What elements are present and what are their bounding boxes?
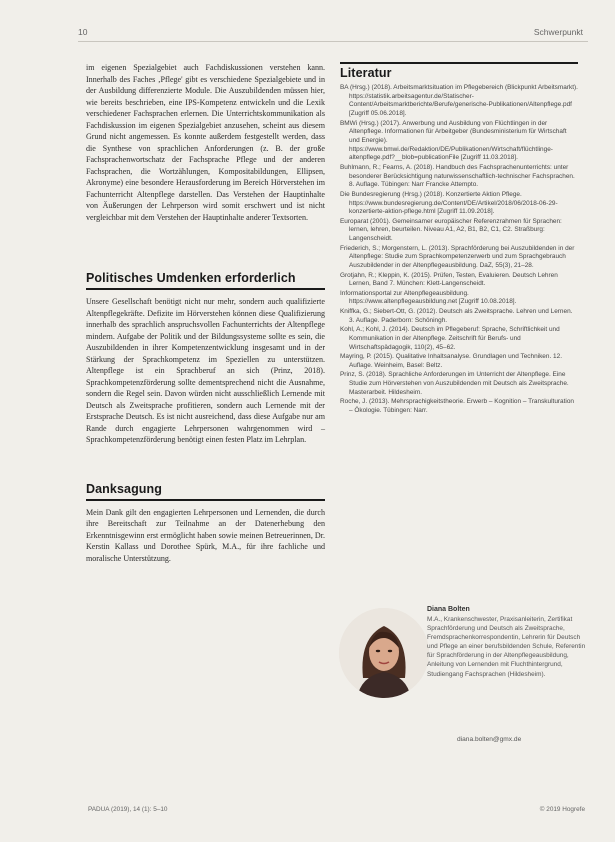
- section-heading-politics: Politisches Umdenken erforderlich: [86, 271, 296, 285]
- politics-paragraph: Unsere Gesellschaft benötigt nicht nur mehr, sondern auch qualifizierte Altenpflegekräfte. Defizite im Hörverstehen können diese Qualifizierung innerhalb des sprachlich anspruchsvollen Fachunterrichts der Altenpflege mindern. Aufgabe der Politik und der Bildungssysteme sollte es sein, die Auszubildenden in ihrer Kompetenzentwicklung insgesamt und in der Stärkung der Sprachkompetenz im Speziellen zu unterstützen. Altenpflege ist ein Sprachberuf an sich (Prinz, 2018). Sprachkompetenzförderung sollte dementsprechend nicht die Ausnahme, sondern die Regel sein. Davon würden nicht ausschließlich Lernende mit Deutsch als Zweitsprache profitieren, sondern auch Lernende mit der Erstsprache Deutsch. Es ist nicht ausreichend, dass diese Aufgabe nur am Rande durch engagierte Lehrpersonen wahrgenommen wird – Sprachkompetenzförderung benötigt einen festen Platz im Lehrplan.: [86, 297, 325, 444]
- reference-item: Mayring, P. (2015). Qualitative Inhaltsanalyse. Grundlagen und Techniken. 12. Auflage. Weinheim, Basel: Beltz.: [340, 353, 562, 369]
- reference-list: [340, 84, 578, 416]
- literature-heading-rule: [340, 62, 578, 80]
- reference-item: Die Bundesregierung (Hrsg.) (2018). Konzertierte Aktion Pflege. https://www.bundesregierung.de/Content/DE/Artikel/2018/06/2018-06-29-konzertierte-aktion-pflege.html [Zugriff 11.09.2018].: [340, 190, 558, 216]
- reference-item: Kniffka, G.; Siebert-Ott, G. (2012). Deutsch als Zweitsprache. Lehren und Lernen. 3. Auflage. Paderborn: Schöningh.: [340, 307, 573, 324]
- reference-item: Buhlmann, R.; Fearns, A. (2018). Handbuch des Fachsprachenunterrichts: unter besonderer Berücksichtigung naturwissenschaftlich-technischer Fachsprachen. 8. Auflage. Tübingen: Narr Francke Attempto.: [340, 163, 575, 189]
- reference-item: Europarat (2001). Gemeinsamer europäischer Referenzrahmen für Sprachen: lernen, lehren, beurteilen. Niveau A1, A2, B1, B2, C1, C2. Straßburg: Langenscheidt.: [340, 217, 562, 243]
- heading-rule: [86, 499, 325, 501]
- author-portrait-icon: [339, 608, 429, 698]
- reference-item: BMWi (Hrsg.) (2017). Anwerbung und Ausbildung von Flüchtlingen in der Altenpflege. Informationen für Arbeitgeber (Bundesministerium für Wirtschaft und Energie). https://www.bmwi.de/Redaktion/DE/Publikationen/Wirtschaft/flüchtlinge-altenpflege.pdf?__blob=publicationFile [Zugriff 11.03.2018].: [340, 119, 567, 162]
- footer-citation: PADUA (2019), 14 (1): 5–10: [88, 806, 168, 813]
- author-name: Diana Bolten: [427, 606, 470, 613]
- left-column: [86, 62, 325, 564]
- section-label: Schwerpunkt: [533, 27, 583, 37]
- reference-item: Roche, J. (2013). Mehrsprachigkeitstheorie. Erwerb – Kognition – Transkulturation – Ökologie. Tübingen: Narr.: [340, 398, 575, 414]
- page-number: 10: [78, 27, 88, 37]
- literature-heading: Literatur: [340, 66, 392, 80]
- reference-item: Friederich, S.; Morgenstern, L. (2013). Sprachförderung bei Auszubildenden in der Altenpflege: Studie zum Sprachkompetenzerwerb und zum Sprachgebrauch Auszubildender in der Altenpflegeausbildung. DaZ, 55(3), 21–28.: [340, 244, 575, 270]
- reference-item: Grotjahn, R.; Kleppin, K. (2015). Prüfen, Testen, Evaluieren. Deutsch Lehren Lernen, Band 7. München: Klett-Langenscheidt.: [340, 271, 558, 288]
- reference-item: BA (Hrsg.) (2018). Arbeitsmarktsituation im Pflegebereich (Blickpunkt Arbeitsmarkt). https://statistik.arbeitsagentur.de/Statischer-Content/Arbeitsmarktberichte/Berufe/generische-Publikationen/Altenpflege.pdf [Zugriff 05.06.2018].: [340, 84, 578, 118]
- page-header: [78, 27, 587, 39]
- author-bio: M.A., Krankenschwester, Praxisanleiterin, Zertifikat Sprachförderung und Deutsch als Zweitsprache, Fremdsprachenkorrespondentin, Lehrerin für Deutsch und Pflege an einer berufsbildenden Schule, Referentin für Sprachförderung in der Altenpflegeausbildung, Anleitung von Lernenden mit Fluchthintergrund, Studiengang Fachsprachen (Hildesheim).: [427, 616, 586, 678]
- reference-item: Kohl, A.; Kohl, J. (2014). Deutsch im Pflegeberuf: Sprache, Schriftlichkeit und Kommunikation in der Altenpflege. Zeitschrift für Berufs- und Wirtschaftspädagogik, 110(2), 45–62.: [340, 326, 560, 351]
- header-rule: [78, 41, 588, 42]
- author-photo: [339, 608, 429, 698]
- acknowledgement-paragraph: Mein Dank gilt den engagierten Lehrpersonen und Lernenden, die durch ihre Bereitschaft zur Teilnahme an der Datenerhebung den Erkenntnisgewinn erst ermöglicht haben sowie meinen Betreuerinnen, Dr. Kerstin Kallass und Dorothee Spürk, M.A., für ihre fachliche und moralische Unterstützung.: [86, 507, 325, 563]
- intro-paragraph: im eigenen Spezialgebiet auch Fachdiskussionen verstehen kann. Innerhalb des Faches ‚Pflege' gibt es verschiedene Spezialgebiete und in der Ausbildung differenzierte Module. Die Auszubildenden müssen hier, wie bereits beschrieben, eine IPS-Kompetenz entwickeln und die Lexik verschiedener Fachsprachen erlernen. Die Unterrichtskommunikation als Fachdiskussion im eigenen Spezialgebiet anzusehen, scheint aus diesem Grund nicht angemessen. Es konnte außerdem festgestellt werden, dass die Synthese von sprachlichen Anforderungen (z. B. der große Fachsprachenwortschatz der Fachsprache Pflege und der anderen Fachsprachen, die Wortzählungen, Kompositabildungen, Ellipsen, Akronyme) eine besondere Herausforderung im Bereich Hörverstehen im Fachunterricht Altenpflege darstellen. Das Verstehen der Hauptinhalte von Äußerungen der Lehrperson wird somit erschwert und ist nicht vergleichbar mit dem Verstehen der Hauptinhalte anderer Textsorten.: [86, 63, 325, 222]
- author-email[interactable]: diana.bolten@gmx.de: [457, 736, 522, 743]
- reference-item: Informationsportal zur Altenpflegeausbildung. https://www.altenpflegeausbildung.net [Zugriff 10.08.2018].: [340, 289, 517, 306]
- reference-item: Prinz, S. (2018). Sprachliche Anforderungen im Unterricht der Altenpflege. Eine Studie zum Hörverstehen von Auszubildenden mit Deutsch als Zweitsprache. Masterarbeit. Hildesheim.: [340, 371, 569, 396]
- footer-copyright: © 2019 Hogrefe: [539, 806, 585, 813]
- section-heading-acknowledgement: Danksagung: [86, 481, 163, 496]
- heading-rule: [86, 288, 325, 290]
- author-box: [427, 606, 589, 679]
- right-column: [340, 62, 578, 416]
